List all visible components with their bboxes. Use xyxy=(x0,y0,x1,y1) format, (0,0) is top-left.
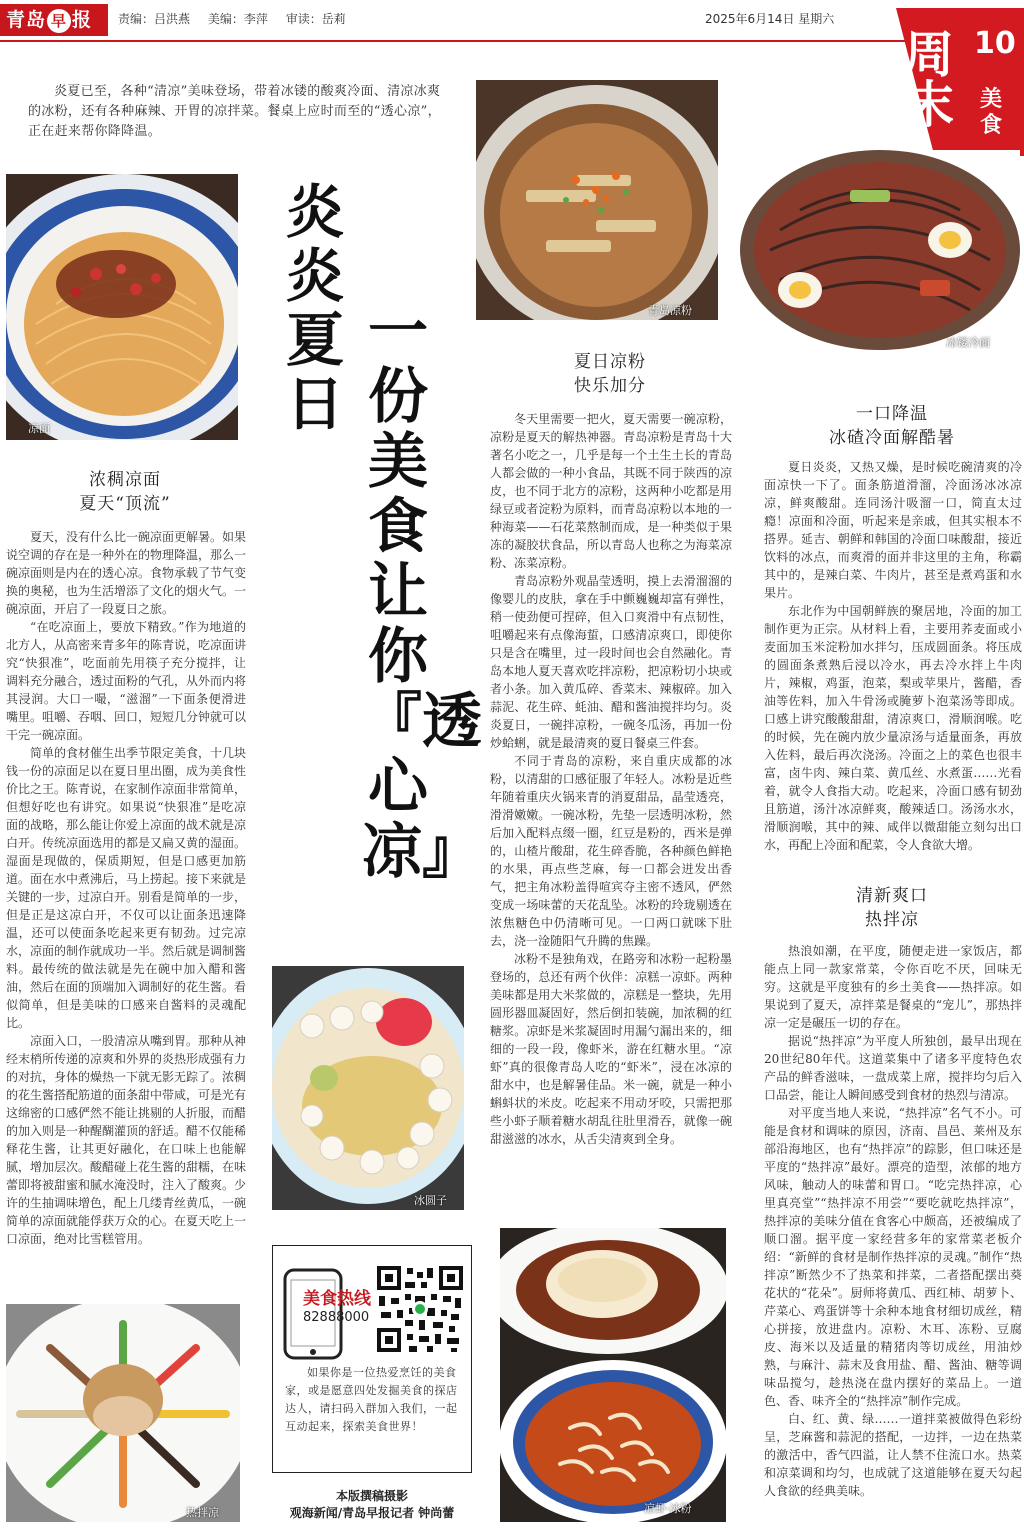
article-reban-liang xyxy=(764,942,1022,1524)
paragraph: 热浪如潮，在平度，随便走进一家饭店，都能点上同一款家常菜，令你百吃不厌，回味无穷。这就是平度独有的乡土美食——热拌凉。如果说到了夏天，凉拌菜是餐桌的“宠儿”，那热拌凉一定是碾压一切的存在。 xyxy=(764,944,1022,1030)
byline-line: 本版撰稿摄影 xyxy=(335,1489,408,1503)
paragraph: 据说“热拌凉”为平度人所独创，最早出现在20世纪80年代。这道菜集中了诸多平度特色农产品的鲜香滋味，一盘成菜上席，搅拌均匀后入口品尝，能让人瞬间感受到食材的热烈与清凉。 xyxy=(764,1034,1022,1102)
section-heading-liangmian xyxy=(6,468,244,516)
section-heading-lengmian xyxy=(764,402,1020,450)
section-corner-tag xyxy=(856,8,1024,156)
section-heading-reban-liang xyxy=(764,884,1020,932)
paragraph: 夏天，没有什么比一碗凉面更解暑。如果说空调的存在是一种外在的物理降温，那么一碗凉面则是内在的透心凉。食物承载了节气变换的奥秘，也为生活增添了文化的烟火气。一碗凉面，开启了一段夏日之旅。 xyxy=(6,530,246,616)
designer-credit: 美编：李萍 xyxy=(207,12,268,26)
photo-caption: 冰圆子 xyxy=(414,1194,447,1207)
hotline-description: 如果你是一位热爱烹饪的美食家，或是愿意四处发掘美食的探店达人，请扫码入群加入我们，一起互动起来，探索美食世界！ xyxy=(285,1366,458,1433)
photo-caption: 凉面 xyxy=(28,422,50,435)
paragraph: 冰粉不是独角戏，在路旁和冰粉一起粉墨登场的，总还有两个伙伴：凉糕一凉虾。两种美味都是用大米浆做的，凉糕是一整块，先用圆形器皿凝固好，然后倒扣装碗，加浓稠的红糖浆。凉虾是米浆凝固时用漏勺漏出来的，细细的一段一段，像虾米，游在红糖水里。“凉虾”真的很像青岛人吃的“虾米”，浸在冰凉的甜水中，也是解暑佳品。米一碗，就是一种小蝌蚪状的米皮。吃起来不用动牙咬，只需把那些小虾子顺着糖水胡乱往肚里滑吞，就像一碗甜滋滋的冰水，从舌尖清爽到全身。 xyxy=(490,952,732,1146)
photo-lengmian xyxy=(740,150,1020,350)
food-hotline-box xyxy=(272,1245,472,1473)
issue-date: 2025年6月14日 星期六 xyxy=(705,12,835,26)
hotline-number: 82888000 xyxy=(303,1310,370,1325)
photo-bingyuanzi xyxy=(272,966,464,1210)
article-lengmian xyxy=(764,458,1022,866)
section-title-line: 夏天“顶流” xyxy=(79,494,171,514)
paragraph: 对平度当地人来说，“热拌凉”名气不小。可能是食材和调味的原因，济南、昌邑、莱州及东部沿海地区，也有“热拌凉”的踪影，但口味还是平度的“热拌凉”最好。漂亮的造型，浓郁的地方风味，触动人的味蕾和胃口。“吃完热拌凉，心里真亮堂”“热拌凉不用尝”“要吃就吃热拌凉”，热拌凉的美味分值在食客心中颇高，还被编成了顺口溜。据平度一家经营多年的家常菜老板介绍：“新鲜的食材是制作热拌凉的灵魂。”制作“热拌凉”断然少不了热菜和拌菜，二者搭配摆出葵花状的“花朵”。厨师将黄瓜、西红柿、胡萝卜、芹菜心、鸡蛋饼等十余种本地食材细切成丝，精心拼接，放进盘内。凉粉、木耳、冻粉、豆腐皮、海米以及适量的精猪肉等切成丝，用油炒熟，与麻汁、蒜末及食用盐、醋、酱油、糖等调味品搅匀，趁热浇在盘内摆好的菜品上。一道色、香、味齐全的“热拌凉”制作完成。 xyxy=(764,1106,1022,1408)
paragraph: 青岛凉粉外观晶莹透明，摸上去滑溜溜的像婴儿的皮肤，拿在手中颤巍巍却富有弹性，稍一使劲便可捏碎，但入口爽滑中有点韧性，咀嚼起来有点像海蜇，口感清凉爽口，即使你只是含在嘴里，过一段时间也会自然融化。青岛本地人夏天喜欢吃拌凉粉，把凉粉切小块或者小条。加入黄瓜碎、香菜末、辣椒碎。加入蒜泥、花生碎、蚝油、醋和酱油搅拌均匀。炎炎夏日，一碗拌凉粉，一碗冬瓜汤，再加一份炒蛤蜊，就是最清爽的夏日餐桌三件套。 xyxy=(490,574,732,750)
headline-left: 炎炎夏日 xyxy=(285,178,344,438)
paragraph: “在吃凉面上，要放下精致。”作为地道的北方人，从高密来青多年的陈青说，吃凉面讲究“快狠准”，吃面前先用筷子充分搅拌，让调料充分融合，透过面粉的气孔，从外而内将其浸润。大口一嘬，“滋溜”一下面条便滑进嘴里。咀嚼、吞咽、回口，短短几分钟就可以干完一碗凉面。 xyxy=(6,620,246,742)
section-title-line: 快乐加分 xyxy=(574,376,646,396)
article-liangmian xyxy=(6,528,246,1288)
intro-paragraph: 炎夏已至，各种“清凉”美味登场，带着冰镂的酸爽冷面、清凉冰爽的冰粉，还有各种麻辣、开胃的凉拌菜。餐桌上应时而至的“透心凉”，正在赶来帮你降降温。 xyxy=(28,84,441,139)
section-title-line: 冰碴冷面解酷暑 xyxy=(829,428,955,448)
section-title-line: 夏日凉粉 xyxy=(574,352,646,372)
logo-text: 青岛 xyxy=(6,9,47,31)
photo-caption: 青岛凉粉 xyxy=(648,304,692,317)
section-title-line: 热拌凉 xyxy=(865,910,919,930)
section-heading-liangfen xyxy=(490,350,730,398)
editor-credit: 责编：吕洪燕 xyxy=(118,12,191,26)
photo-caption: 冰镂冷面 xyxy=(946,336,990,349)
paragraph: 不同于青岛的凉粉，来自重庆成都的冰粉，以清甜的口感征服了年轻人。冰粉是近些年随着重庆火锅来青的消夏甜品，晶莹透亮，滑滑嫩嫩。一碗冰粉，先垫一层透明冰粉，然后加入配料点缀一圈，红豆是粉的，西米是弹的，山楂片酸甜，花生碎香脆，各种颜色鲜艳的水果，再点些芝麻，每一口都会迸发出香气，把主角冰粉盖得喧宾夺主密不透风，俨然变成一场味蕾的天花乱坠。冰粉的玲珑剔透在浓焦糖色中仍清晰可见。一口两口就咪下肚去，浇一淦随阳气升腾的焦躁。 xyxy=(490,754,732,948)
newspaper-logo xyxy=(0,4,108,36)
page-number: 10 xyxy=(974,26,1016,61)
paragraph: 白、红、黄、绿……一道拌菜被做得色彩纷呈，芝麻酱和蒜泥的搭配，一边拌，一边在热菜的激活中，香气四溢，让人禁不住流口水。热菜和凉菜调和均匀，也成就了这道能够在夏天勾起人食欲的经典美味。 xyxy=(764,1412,1022,1498)
logo-seal: 早 xyxy=(47,9,71,33)
paragraph: 冬天里需要一把火，夏天需要一碗凉粉，凉粉是夏天的解热神器。青岛凉粉是青岛十大著名小吃之一，几乎是每一个土生土长的青岛人都会做的一种小食品，其既不同于陕西的凉皮，也不同于北方的凉粉，这两种小吃都是用绿豆或者淀粉为原料，而青岛凉粉以本地的一种海菜——石花菜熬制而成，是一种类似于果冻的凝胶状食品，所以青岛人也称之为海菜凉粉、冻菜凉粉。 xyxy=(490,412,732,570)
photo-caption: 凉虾·冰粉 xyxy=(644,1502,692,1515)
section-topic: 美食 xyxy=(980,86,1003,138)
byline-line: 观海新闻/青岛早报记者 钟尚蕾 xyxy=(289,1506,455,1520)
paragraph: 夏日炎炎，又热又燥，是时候吃碗清爽的冷面凉快一下了。面条筋道滑溜，冷面汤冰冰凉凉，鲜爽酸甜。连同汤汁吸溜一口，简直太过瘾！凉面和冷面，听起来是亲戚，但其实根本不搭界。延吉、朝鲜和韩国的冷面口味酸甜，接近饮料的冰点，而爽滑的面并非这里的主角，称霸其中的，是辣白菜、牛肉片，甚至是煮鸡蛋和水果片。 xyxy=(764,460,1022,600)
photo-reban-liang xyxy=(6,1304,240,1522)
logo-text: 报 xyxy=(72,9,93,31)
photo-liangxia-bingfen xyxy=(500,1228,726,1522)
hotline-title: 美食热线 xyxy=(303,1289,371,1309)
paragraph: 凉面入口，一股清凉从嘴到胃。那种从神经末梢所传递的凉爽和外界的炎热形成强有力的对抗，身体的燥热一下就无影无踪了。浓稠的花生酱搭配筋道的面条甜中带咸，可是光有这绵密的口感俨然不能让挑剔的人折服，而醋的加入则是一种醒醐灌顶的舒适。醋不仅能稀释花生酱，让其更好融化，在口味上也能解腻，增加层次。酸醋碰上花生酱的甜糯，在味蕾即将被甜蜜和腻水淹没时，注入了酸爽。少许的生抽调味增色，配上几缕青丝黄瓜，一碗简单的凉面就能俘获万众的心。在夏天吃上一口凉面，绝对比雪糕管用。 xyxy=(6,1034,246,1246)
paragraph: 东北作为中国朝鲜族的聚居地，冷面的加工制作更为正宗。从材料上看，主要用荞麦面或小麦面加玉米淀粉加水拌匀，压成圆面条。将压成的圆面条煮熟后浸以冷水，再去冷水拌上牛肉片，辣椒，鸡蛋，泡菜，梨或苹果片，酱醋，香油等佐料，加入牛骨汤或腌萝卜泡菜汤等即成。口感上讲究酸酸甜甜，清凉爽口，滑顺润喉。吃的时候，先在碗内放少量凉汤与适量面条，再放入佐料，最后再次浇汤。冷面之上的菜色也很丰富，卤牛肉、辣白菜、黄瓜丝、水煮蛋……光看着，就令人食指大动。吃起来，冷面口感有韧劲且筋道，汤汁冰凉鲜爽，酸辣适口。汤汤水水，滑顺润喉，其中的辣、咸伴以微甜能立刻勾出口水，再配上冷面和配菜，令人食欲大增。 xyxy=(764,604,1022,852)
paragraph: 简单的食材催生出季节限定美食，十几块钱一份的凉面足以在夏日里出圈，成为美食性价比之王。陈青说，在家制作凉面非常简单，但想好吃也有讲究。如果说“快狠准”是吃凉面的战略，那么能让你爱上凉面的战术就是凉白开。传统凉面选用的都是又扁又黄的湿面。湿面是现做的，保质期短，但是口感更加筋道。面在水中煮沸后，马上捞起。接下来就是关键的一步，过凉白开。别看是简单的一步，但是正是这凉白开，不仅可以让面条迅速降温，还可以使面条吃起来更有韧劲。过完凉水，凉面的制作就成功一半。然后就是调制酱料。最传统的做法就是先在碗中加入醋和酱油，然后在面的顶端加入调制好的花生酱。看似简单，但是美味的口感来自酱料的灵魂配比。 xyxy=(6,746,246,1030)
byline xyxy=(272,1488,472,1522)
proofreader-credit: 审读：岳莉 xyxy=(285,12,346,26)
section-title-line: 一口降温 xyxy=(856,404,928,424)
section-name: 周末 xyxy=(904,26,954,134)
photo-caption: 热拌凉 xyxy=(186,1506,219,1519)
photo-qingdao-liangfen xyxy=(476,80,718,320)
photo-liangmian xyxy=(6,174,238,440)
qr-code-icon[interactable] xyxy=(375,1264,465,1354)
section-title-line: 清新爽口 xyxy=(856,886,928,906)
credits xyxy=(118,10,360,27)
section-title-line: 浓稠凉面 xyxy=(89,470,161,490)
article-liangfen xyxy=(490,410,732,1218)
headline-right: 一份美食让你『透心凉』 xyxy=(362,297,482,887)
